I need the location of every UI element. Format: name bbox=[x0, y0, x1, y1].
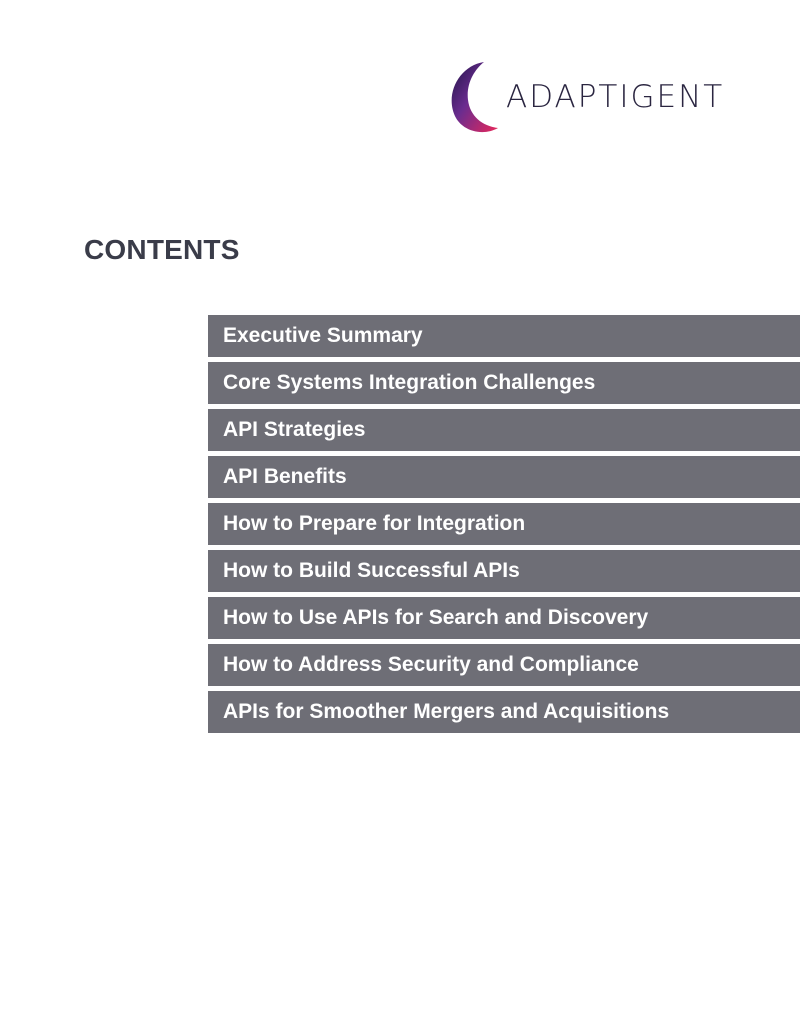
toc-item-search-and-discovery[interactable]: How to Use APIs for Search and Discovery bbox=[208, 597, 800, 639]
toc-item-security-and-compliance[interactable]: How to Address Security and Compliance bbox=[208, 644, 800, 686]
toc-item-api-benefits[interactable]: API Benefits bbox=[208, 456, 800, 498]
toc-item-executive-summary[interactable]: Executive Summary bbox=[208, 315, 800, 357]
toc-item-build-successful-apis[interactable]: How to Build Successful APIs bbox=[208, 550, 800, 592]
toc-item-core-systems-integration-challenges[interactable]: Core Systems Integration Challenges bbox=[208, 362, 800, 404]
adaptigent-logo-icon bbox=[448, 60, 500, 134]
toc-item-api-strategies[interactable]: API Strategies bbox=[208, 409, 800, 451]
toc-item-mergers-and-acquisitions[interactable]: APIs for Smoother Mergers and Acquisitions bbox=[208, 691, 800, 733]
brand-name: ADAPTIGENT bbox=[506, 79, 725, 115]
table-of-contents bbox=[208, 315, 800, 738]
page-title: CONTENTS bbox=[84, 234, 240, 265]
toc-item-prepare-for-integration[interactable]: How to Prepare for Integration bbox=[208, 503, 800, 545]
adaptigent-logo bbox=[448, 60, 748, 134]
